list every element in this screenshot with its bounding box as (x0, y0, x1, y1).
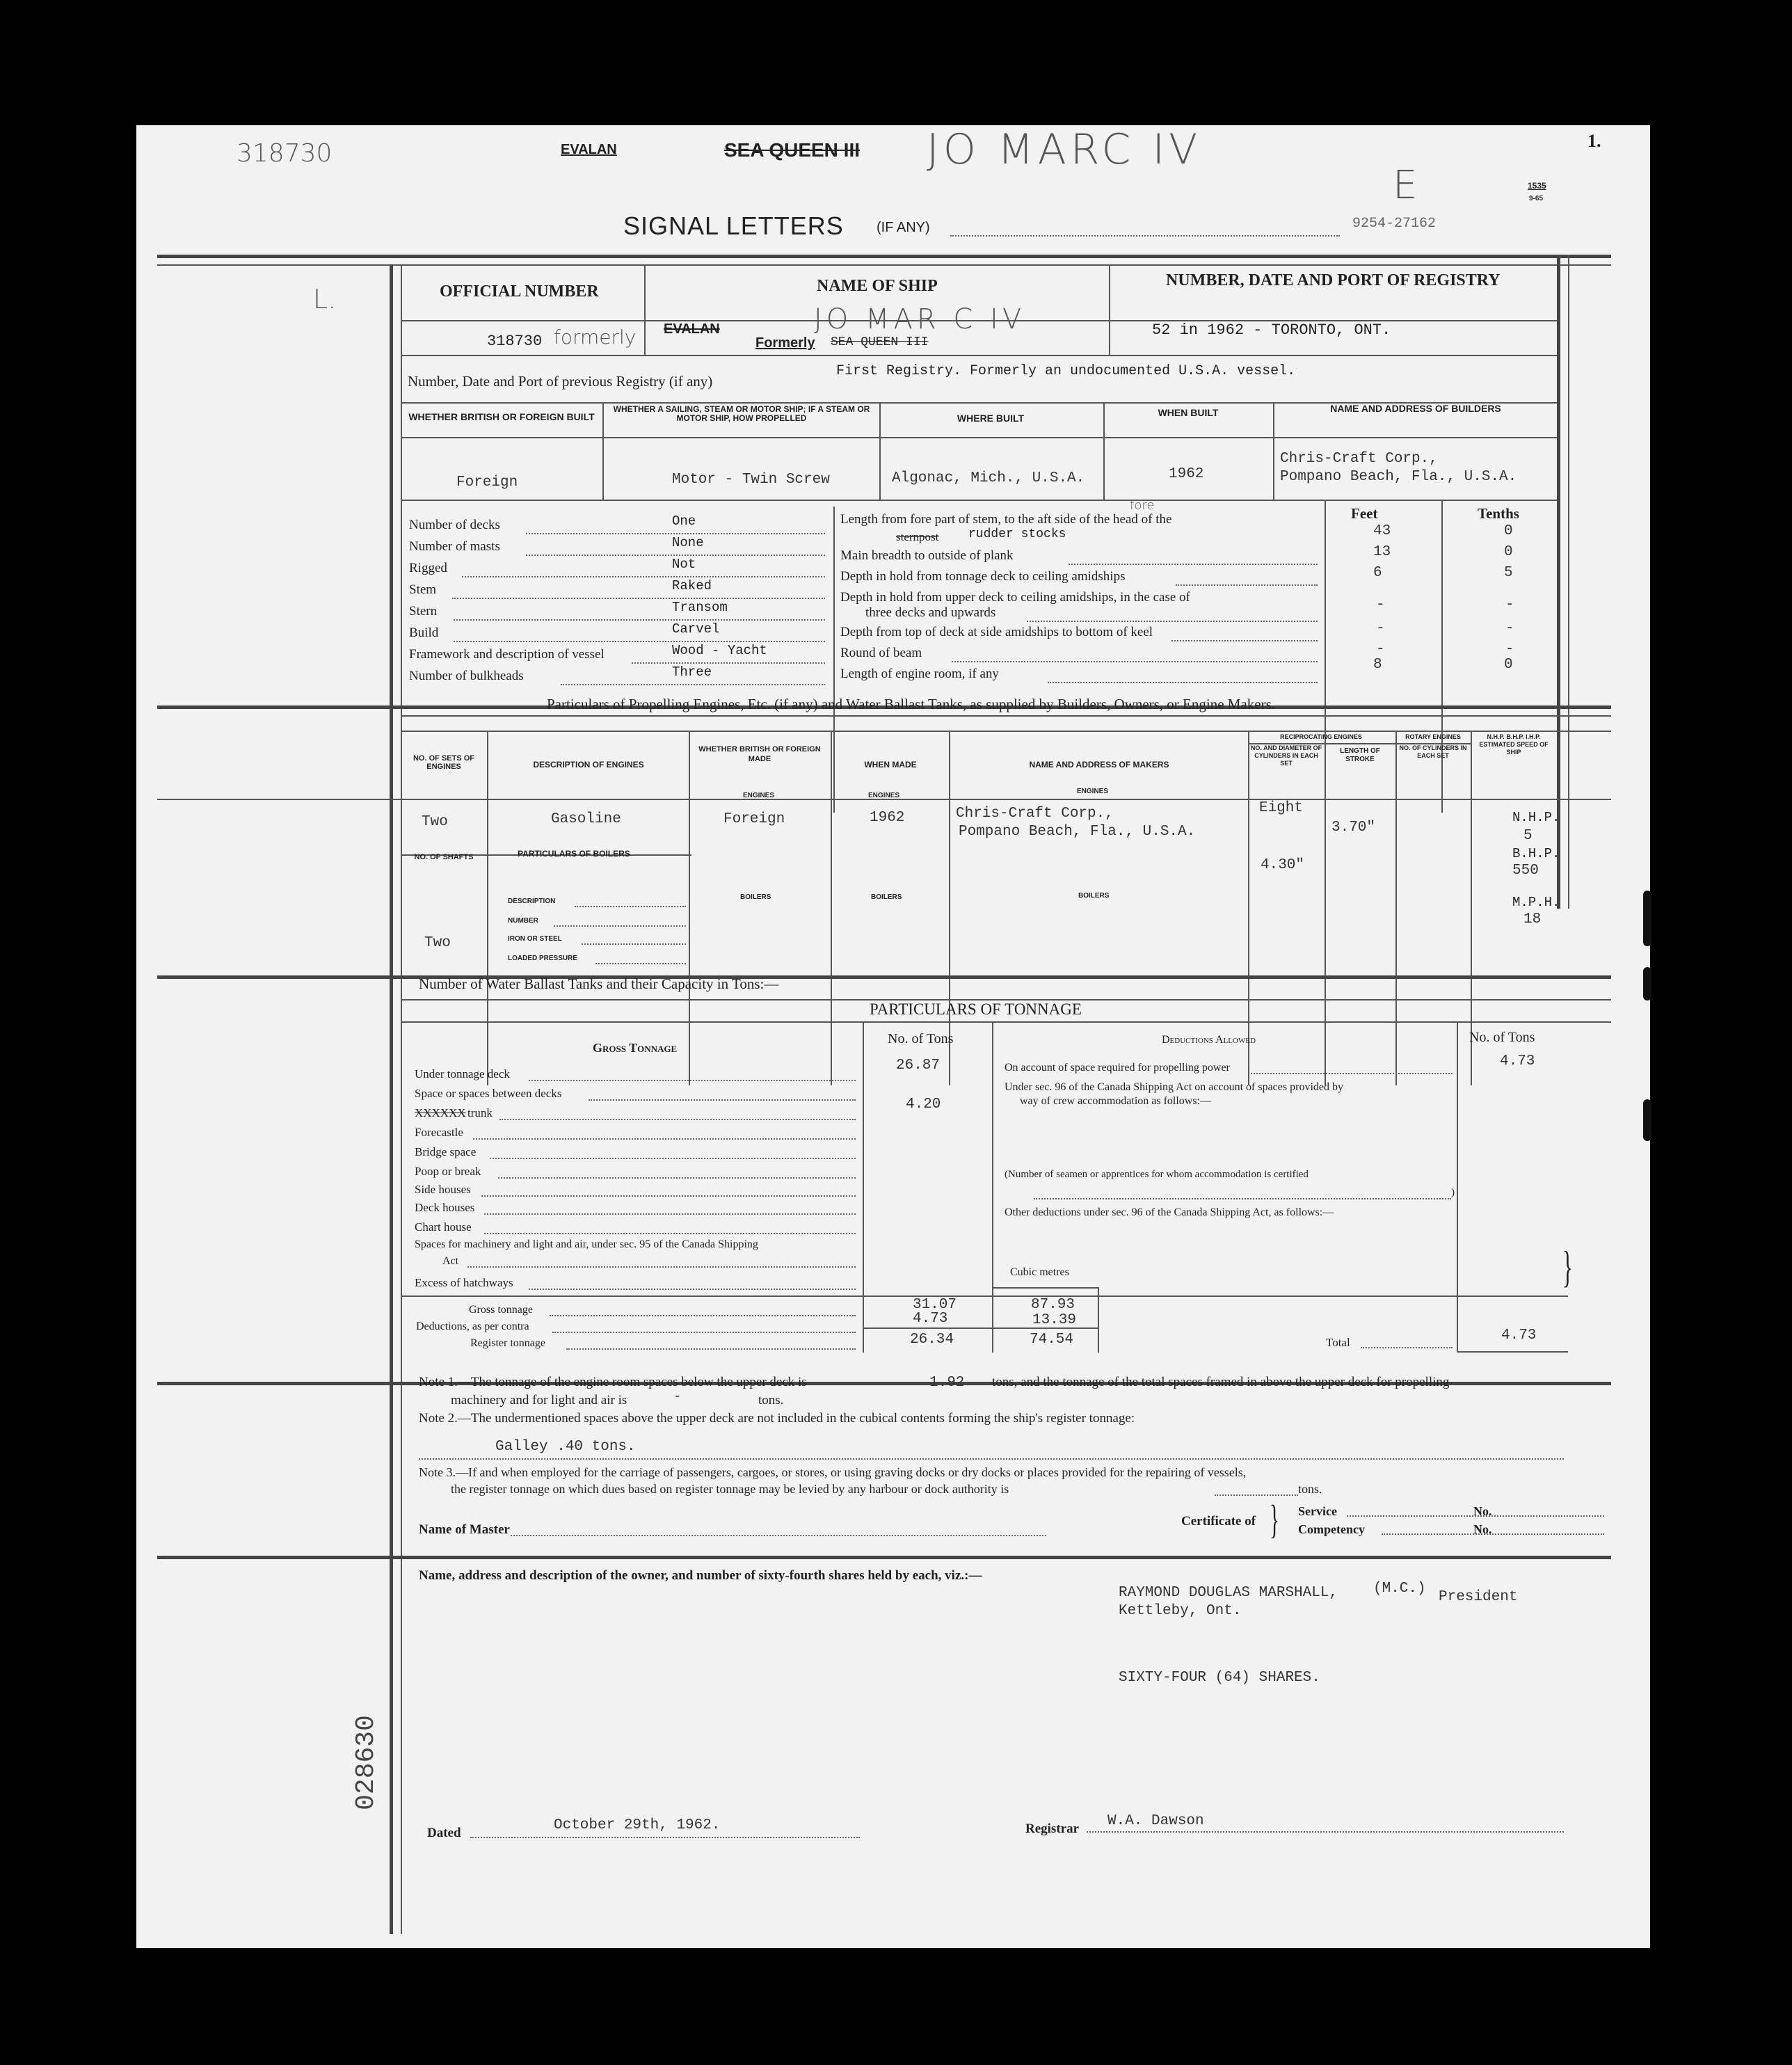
engine-header-rotary: ROTARY ENGINES (1405, 733, 1461, 740)
registry-value: 52 in 1962 - TORONTO, ONT. (1152, 321, 1391, 339)
engine-maker-line2: Pompano Beach, Fla., U.S.A. (959, 824, 1196, 840)
service-no-label: No. (1473, 1504, 1492, 1518)
file-number: 9254-27162 (1352, 216, 1437, 232)
document-page: 318730 EVALAN SEA QUEEN III JO MARC IV 1. E 1535 9-65 SIGNAL LETTERS (IF ANY) 9254-27162 L. OFFICIAL NUMBER NAME OF SHIP NUMBER, DATE AND PORT OF REGISTRY 318730 formerly EVALAN JO MAR C IV Formerly SEA QUEEN III 52 in 1962 - TORONTO, ONT. Number, Date and Port of previous Registry (if any) First Registry. Formerly an undocumented U.S.A. vessel. WHETHER BRITISH OR FOREIGN BUILT WHETHER A SAILING, STEAM OR MOTOR SHIP; IF A STEAM OR MOTOR SHIP, HOW PROPELLED WHERE BUILT WHEN BUILT NAME AND ADDRESS OF BUILDERS Foreign Motor - Twin Screw Algonac, Mich., U.S.A. 1962 Chris-Craft Corp., Pompano Beach, Fla., U.S.A. Number of decks One Number of masts None Rigged Not Stem Raked Stern Transom Build Carvel Framework and description of vessel Wood - Yacht Number of bulkheads Three Feet Tenths Length from fore part of stem, to the aft side of the head of the fore sternpost rudder stocks 43 0 Main breadth to outside of plank 13 0 Depth in hold from tonnage deck to ceiling amidships 6 5 Depth in hold from upper deck to ceiling amidships, in the case of three decks and upwards - - Depth from top of deck at side amidships to bottom of keel - - Round of beam - - Length of engine room, if any 8 0 Particulars of Propelling Engines, Etc. (if any) and Water Ballast Tanks, as supplied by Builders, Owners, or Engine Makers. NO. OF SETS OF ENGINES DESCRIPTION OF ENGINES WHETHER BRITISH OR FOREIGN MADE WHEN MADE NAME AND ADDRESS OF MAKERS RECIPROCATING ENGINES NO. AND DIAMETER OF CYLINDERS IN EACH SET LENGTH OF STROKE ROTARY ENGINES NO. OF CYLINDERS IN EACH SET N.H.P. B.H.P. I.H.P. ESTIMATED SPEED OF SHIP ENGINES ENGINES ENGINES Two Gasoline Foreign 1962 Chris-Craft Corp., Pompano Beach, Fla., U.S.A. Eight 4.30" 3.70" N.H.P. 5 B.H.P. 550 M.P.H. 18 NO. OF SHAFTS PARTICULARS OF BOILERS DESCRIPTION NUMBER IRON OR STEEL LOADED PRESSURE BOILERS BOILERS BOILERS Two Number of Water Ballast Tanks and their Capacity in Tons:— PARTICULARS OF TONNAGE Gross Tonnage No. of Tons Deductions Allowed No. of Tons Under tonnage deck 26.87 Space or spaces between decks XXXXXX trunk 4.20 Forecastle Bridge space Poop or break Side houses Deck houses Chart house Spaces for machinery and light and air, under sec. 95 of the Canada Shipping Act Excess of hatchways On account of space required for propelling power 4.73 Under sec. 96 of the Canada Shipping Act on account of spaces provided by way of crew accommodation as follows:— (Number of seamen or apprentices for whom accommodation is certified ) Other deductions under sec. 96 of the Canada Shipping Act, as follows:— } Cubic metres Gross tonnage 31.07 87.93 Deductions, as per contra 4.73 13.39 Register tonnage 26.34 74.54 Total 4.73 Note 1.—The tonnage of the engine room spaces below the upper deck is 1.92 tons, and the tonnage of the total spaces framed in above the upper deck for propelling machinery and for light and air is - tons. Note 2.—The undermentioned spaces above the upper deck are not included in the cubical contents forming the ship's register tonnage: Galley .40 tons. Note 3.—If and when employed for the carriage of passengers, cargoes, or stores, or using graving docks or dry docks or places provided for the repairing of vessels, the register tonnage on which dues based on register tonnage may be levied by any harbour or dock authority is tons. Name of Master Certificate of } Service No. Competency No. Name, address and description of the owner, and number of sixty-fourth shares held by each, viz.:— RAYMOND DOUGLAS MARSHALL, (M.C.) President Kettleby, Ont. SIXTY-FOUR (64) SHARES. 028630 Dated October 29th, 1962. Registrar W.A. Dawson (136, 125, 1650, 1948)
deductions-label: Deductions, as per contra (416, 1321, 529, 1332)
formerly-label: Formerly (755, 335, 815, 351)
handwritten-letter: E (1393, 163, 1418, 208)
gross-label-between-decks: Space or spaces between decks (415, 1087, 562, 1100)
nhp-label: N.H.P. (1512, 810, 1560, 825)
british-or-foreign-value: Foreign (456, 475, 518, 491)
length-tenths: 0 (1504, 523, 1513, 539)
build-header-british: WHETHER BRITISH OR FOREIGN BUILT (408, 411, 595, 422)
engine-header-sets: NO. OF SETS OF ENGINES (413, 754, 474, 771)
note1-value: 1.92 (929, 1375, 965, 1391)
note3-text-c: tons. (1298, 1482, 1322, 1496)
engine-stroke-value: 3.70" (1331, 820, 1376, 836)
boilers-sub-when: BOILERS (871, 893, 902, 901)
ship-name-evalan: EVALAN (561, 142, 617, 157)
particular-label-stem: Stem (409, 582, 437, 597)
owner-mc: (M.C.) (1373, 1581, 1426, 1597)
owner-title: President (1439, 1589, 1518, 1605)
gross-value-under-deck: 26.87 (896, 1058, 941, 1074)
engine-cylinders-value: Eight (1259, 800, 1304, 816)
length-handwritten-fore: fore (1130, 498, 1155, 513)
brace-mark: } (1562, 1242, 1574, 1291)
ded-crew-label2: way of crew accommodation as follows:— (1020, 1095, 1212, 1107)
gross-tonnage-cubic: 87.93 (1031, 1297, 1075, 1313)
signal-letters-label: SIGNAL LETTERS (623, 212, 844, 240)
depth-upper-label: Depth in hold from upper deck to ceiling amidships, in the case of (840, 590, 1190, 605)
gross-tonnage-header: Gross Tonnage (593, 1041, 678, 1055)
engine-maker-line1: Chris-Craft Corp., (956, 806, 1114, 822)
particular-label-rigged: Rigged (409, 561, 447, 575)
stamp-number: 028630 (351, 1715, 381, 1810)
build-header-where: WHERE BUILT (957, 413, 1025, 424)
builder-line1: Chris-Craft Corp., (1280, 451, 1438, 467)
previous-registry-value: First Registry. Formerly an undocumented U.S.A. vessel. (836, 363, 1296, 379)
tons-header-right: No. of Tons (1469, 1030, 1535, 1045)
ballast-label: Number of Water Ballast Tanks and their Capacity in Tons:— (419, 975, 779, 992)
engines-sub-makers: ENGINES (1077, 788, 1109, 795)
shafts-label: NO. OF SHAFTS (414, 853, 474, 861)
register-tonnage-label: Register tonnage (470, 1337, 545, 1349)
engine-when-value: 1962 (870, 810, 905, 826)
note3-text-b: the register tonnage on which dues based on register tonnage may be levied by any harbour or dock authority is (451, 1482, 1009, 1496)
edge-mark (1643, 1099, 1651, 1141)
registry-header: NUMBER, DATE AND PORT OF REGISTRY (1166, 271, 1501, 289)
engine-header-stroke: LENGTH OF STROKE (1340, 747, 1380, 763)
engine-description-value: Gasoline (551, 811, 621, 827)
competency-no-label: No. (1473, 1522, 1492, 1536)
registrar-label: Registrar (1025, 1821, 1080, 1836)
ship-name-new: JO MAR C IV (814, 303, 1026, 335)
engine-header-hp: N.H.P. B.H.P. I.H.P. ESTIMATED SPEED OF SHIP (1479, 733, 1549, 756)
note2-text: Note 2.—The undermentioned spaces above the upper deck are not included in the cubical contents forming the ship's register tonnage: (419, 1411, 1135, 1426)
gross-tonnage-tons: 31.07 (913, 1297, 957, 1313)
particular-value-rigged: Not (672, 557, 696, 572)
boiler-field-pressure: LOADED PRESSURE (508, 955, 578, 962)
depth-keel-feet: - (1376, 621, 1385, 637)
depth-tonnage-tenths: 5 (1504, 565, 1513, 581)
length-label: Length from fore part of stem, to the aft side of the head of the (840, 512, 1172, 527)
boiler-field-number: NUMBER (508, 917, 538, 925)
registrar-value: W.A. Dawson (1107, 1813, 1204, 1829)
page-number: 1. (1587, 131, 1601, 151)
nhp-value: 5 (1523, 828, 1533, 844)
gross-label-poop: Poop or break (415, 1165, 481, 1178)
mph-value: 18 (1523, 911, 1542, 927)
form-number: 1535 (1528, 181, 1546, 191)
official-number-header: OFFICIAL NUMBER (440, 282, 599, 301)
boiler-field-description: DESCRIPTION (508, 898, 556, 905)
boilers-sub-makers: BOILERS (1078, 892, 1110, 900)
signal-letters-if-any: (IF ANY) (877, 220, 930, 235)
particular-value-masts: None (672, 535, 704, 550)
ded-crew-label: Under sec. 96 of the Canada Shipping Act on account of spaces provided by (1005, 1081, 1343, 1093)
total-label: Total (1326, 1336, 1350, 1349)
engine-room-feet: 8 (1373, 657, 1382, 673)
certificate-label: Certificate of (1181, 1514, 1256, 1529)
note1-text-c: machinery and for light and air is (451, 1393, 627, 1408)
particular-label-masts: Number of masts (409, 539, 500, 554)
ship-name-value: EVALAN (664, 321, 720, 337)
breadth-tenths: 0 (1504, 544, 1513, 560)
total-value: 4.73 (1501, 1328, 1537, 1344)
builder-line2: Pompano Beach, Fla., U.S.A. (1280, 469, 1517, 485)
gross-tonnage-label: Gross tonnage (469, 1304, 533, 1316)
engine-british-value: Foreign (723, 811, 785, 827)
mph-label: M.P.H. (1512, 895, 1560, 910)
particular-value-build: Carvel (672, 621, 720, 637)
deductions-cubic: 13.39 (1032, 1312, 1077, 1328)
owner-shares: SIXTY-FOUR (64) SHARES. (1119, 1670, 1320, 1686)
engines-section-title: Particulars of Propelling Engines, Etc. (if any) and Water Ballast Tanks, as supplied by Builders, Owners, or Engine Makers. (547, 696, 1276, 712)
depth-keel-label: Depth from top of deck at side amidships to bottom of keel (840, 625, 1153, 639)
register-tonnage-cubic: 74.54 (1030, 1332, 1074, 1348)
engine-header-cyl: NO. AND DIAMETER OF CYLINDERS IN EACH SET (1250, 744, 1322, 767)
form-date: 9-65 (1529, 195, 1544, 202)
service-label: Service (1298, 1504, 1337, 1518)
build-header-when: WHEN BUILT (1158, 407, 1219, 418)
deductions-tons: 4.73 (913, 1311, 948, 1327)
build-header-builders: NAME AND ADDRESS OF BUILDERS (1330, 403, 1501, 414)
gross-label-hatchways: Excess of hatchways (415, 1276, 513, 1289)
register-tonnage-tons: 26.34 (910, 1332, 954, 1348)
feet-header: Feet (1351, 505, 1378, 522)
ded-seamen-label: (Number of seamen or apprentices for whom accommodation is certified (1005, 1169, 1309, 1180)
particular-value-decks: One (672, 513, 696, 529)
note1-text-b: tons, and the tonnage of the total spaces framed in above the upper deck for propelling (992, 1375, 1450, 1389)
note1-text-a: Note 1.—The tonnage of the engine room spaces below the upper deck is (419, 1375, 807, 1389)
ded-propelling-label: On account of space required for propelling power (1005, 1062, 1230, 1074)
particular-label-decks: Number of decks (409, 518, 500, 532)
note1-value2: - (673, 1389, 682, 1404)
edge-mark (1643, 967, 1651, 1000)
gross-label-bridge: Bridge space (415, 1145, 477, 1158)
particular-label-bulkheads: Number of bulkheads (409, 669, 524, 683)
particular-label-stern: Stern (409, 604, 438, 619)
particular-value-framework: Wood - Yacht (672, 643, 767, 658)
breadth-label: Main breadth to outside of plank (840, 548, 1014, 563)
owner-label: Name, address and description of the owner, and number of sixty-fourth shares held by each, viz.:— (419, 1568, 982, 1583)
dated-label: Dated (427, 1826, 461, 1840)
gross-label-machinery-act: Act (442, 1255, 459, 1267)
owner-address: Kettleby, Ont. (1119, 1603, 1242, 1619)
boiler-field-material: IRON OR STEEL (508, 935, 562, 943)
depth-tonnage-label: Depth in hold from tonnage deck to ceiling amidships (840, 569, 1126, 584)
particular-label-framework: Framework and description of vessel (409, 647, 605, 662)
engine-header-rotary-cyl: NO. OF CYLINDERS IN EACH SET (1399, 744, 1467, 759)
when-built-value: 1962 (1169, 466, 1204, 482)
bhp-label: B.H.P. (1512, 846, 1560, 861)
previous-registry-label: Number, Date and Port of previous Registry (if any) (408, 373, 713, 390)
gross-label-forecastle: Forecastle (415, 1126, 463, 1139)
particular-value-stem: Raked (672, 578, 712, 593)
round-of-beam-tenths: - (1505, 641, 1514, 657)
handwritten-number: 318730 (237, 139, 333, 168)
gross-prefix-trunk: XXXXXX (415, 1106, 466, 1119)
boilers-sub-british: BOILERS (740, 893, 771, 901)
deductions-header: Deductions Allowed (1162, 1034, 1256, 1046)
note2-value: Galley .40 tons. (495, 1439, 636, 1455)
ded-other-label: Other deductions under sec. 96 of the Canada Shipping Act, as follows:— (1005, 1206, 1334, 1218)
engines-sub-british: ENGINES (743, 792, 775, 799)
breadth-feet: 13 (1373, 544, 1391, 560)
depth-upper-label2: three decks and upwards (865, 605, 996, 620)
engine-header-makers: NAME AND ADDRESS OF MAKERS (1029, 760, 1169, 770)
dated-value: October 29th, 1962. (554, 1817, 721, 1833)
engine-header-recip: RECIPROCATING ENGINES (1280, 733, 1362, 740)
engines-sub-when: ENGINES (868, 792, 900, 799)
name-of-ship-header: NAME OF SHIP (817, 277, 938, 295)
gross-label-trunk: trunk (467, 1106, 493, 1119)
tenths-header: Tenths (1478, 505, 1519, 522)
master-label: Name of Master (419, 1522, 510, 1537)
length-label-sternpost: sternpost (896, 530, 939, 543)
shafts-value: Two (424, 935, 451, 951)
cubic-metres-label: Cubic metres (1010, 1266, 1069, 1278)
engine-header-british: WHETHER BRITISH OR FOREIGN MADE (698, 745, 821, 763)
propulsion-value: Motor - Twin Screw (672, 472, 830, 488)
particular-label-build: Build (409, 625, 439, 640)
build-header-propulsion: WHETHER A SAILING, STEAM OR MOTOR SHIP; IF A STEAM OR MOTOR SHIP, HOW PROPELLED (613, 404, 870, 423)
engine-diameter-value: 4.30" (1261, 857, 1305, 873)
length-handwritten-rudder: rudder stocks (968, 527, 1066, 541)
official-number-value: 318730 (487, 333, 543, 350)
margin-mark: L. (313, 284, 337, 314)
gross-label-machinery: Spaces for machinery and light and air, under sec. 95 of the Canada Shipping (415, 1238, 758, 1250)
particular-value-bulkheads: Three (672, 664, 712, 680)
depth-upper-tenths: - (1505, 597, 1514, 613)
depth-upper-feet: - (1376, 597, 1385, 613)
round-of-beam-label: Round of beam (840, 646, 922, 660)
engine-header-description: DESCRIPTION OF ENGINES (533, 760, 644, 770)
gross-label-under-deck: Under tonnage deck (415, 1067, 510, 1081)
where-built-value: Algonac, Mich., U.S.A. (892, 470, 1085, 486)
particular-value-stern: Transom (672, 600, 728, 615)
competency-label: Competency (1298, 1522, 1365, 1536)
gross-label-side-houses: Side houses (415, 1183, 471, 1196)
engine-room-tenths: 0 (1504, 657, 1513, 673)
length-feet: 43 (1373, 523, 1391, 539)
tons-header: No. of Tons (888, 1031, 954, 1046)
ship-name-handwritten: JO MARC IV (927, 125, 1202, 174)
owner-name: RAYMOND DOUGLAS MARSHALL, (1119, 1585, 1338, 1601)
depth-tonnage-feet: 6 (1373, 565, 1382, 581)
formerly-handwritten: formerly (554, 326, 637, 349)
depth-keel-tenths: - (1505, 621, 1514, 637)
ship-name-struck: SEA QUEEN III (724, 139, 861, 161)
tonnage-title: PARTICULARS OF TONNAGE (870, 1000, 1082, 1018)
former-name-struck: SEA QUEEN III (831, 335, 929, 349)
note3-text-a: Note 3.—If and when employed for the carriage of passengers, cargoes, or stores, or using graving docks or dry docks or places provided for the repairing of vessels, (419, 1465, 1247, 1479)
bhp-value: 550 (1512, 863, 1539, 879)
engine-room-label: Length of engine room, if any (840, 667, 999, 681)
gross-label-chart-house: Chart house (415, 1220, 472, 1234)
ded-propelling-value: 4.73 (1500, 1053, 1535, 1069)
gross-value-trunk: 4.20 (906, 1097, 941, 1113)
round-of-beam-feet: - (1376, 641, 1385, 657)
boilers-label: PARTICULARS OF BOILERS (518, 849, 630, 859)
engine-sets-value: Two (422, 814, 448, 830)
note1-text-d: tons. (758, 1393, 784, 1408)
edge-mark (1643, 891, 1651, 946)
engine-header-when: WHEN MADE (864, 760, 917, 770)
gross-label-deck-houses: Deck houses (415, 1201, 475, 1214)
